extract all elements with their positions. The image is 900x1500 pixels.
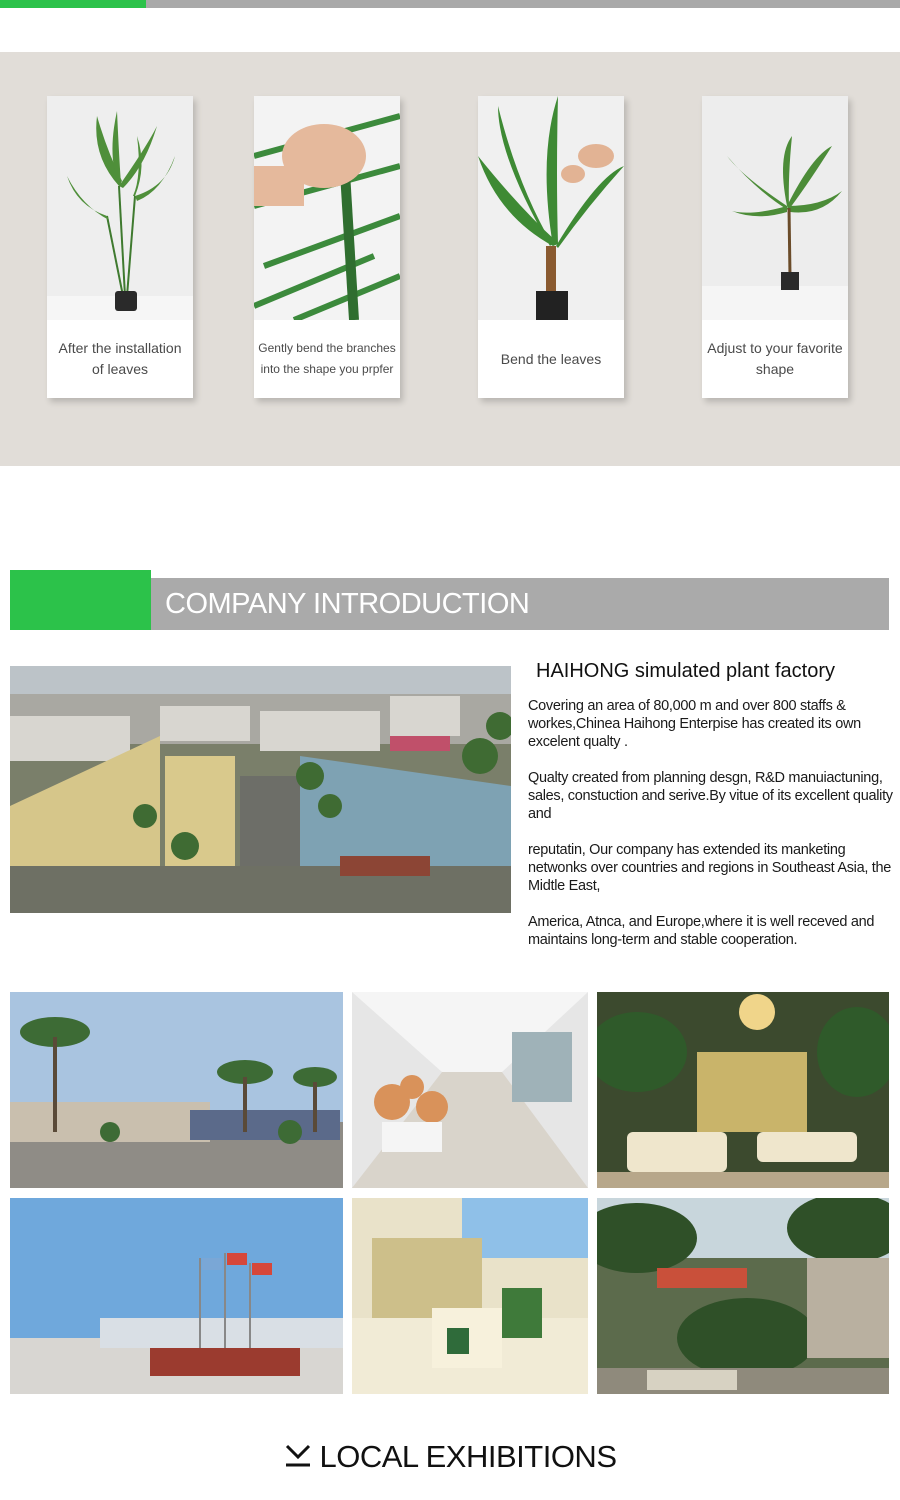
step-caption: After the installation of leaves <box>58 340 182 377</box>
step-card <box>702 96 848 398</box>
palm-plant-photo <box>47 96 193 320</box>
chevron-down-line-icon <box>284 1442 312 1473</box>
company-intro <box>528 660 893 967</box>
local-exhibitions-heading <box>0 1432 900 1482</box>
shaped-palm-photo <box>702 96 848 320</box>
intro-paragraph: reputatin, Our company has extended its manketing netwonks over countries and regions in Southeast Asia, the Midtle East, <box>528 842 892 894</box>
reception-desk-photo <box>352 1198 588 1394</box>
step-caption: Gently bend the branches into the shape you prpfer <box>258 341 396 376</box>
step-caption: Adjust to your favorite shape <box>707 340 843 377</box>
intro-title: HAIHONG simulated plant factory <box>536 660 835 682</box>
hands-bending-leaves-photo <box>478 96 624 320</box>
office-corridor-photo <box>352 992 588 1188</box>
intro-paragraph: America, Atnca, and Europe,where it is well receved and maintains long-term and stable cooperation. <box>528 914 875 948</box>
top-divider-accent <box>0 0 146 8</box>
section-title: COMPANY INTRODUCTION <box>165 588 530 620</box>
factory-yard-palms-photo <box>10 992 343 1188</box>
exhibitions-title: LOCAL EXHIBITIONS <box>319 1439 617 1474</box>
step-card <box>47 96 193 398</box>
garden-entrance-photo <box>597 1198 889 1394</box>
installation-steps-section <box>0 52 900 466</box>
step-caption: Bend the leaves <box>500 350 602 367</box>
showroom-lounge-photo <box>597 992 889 1188</box>
factory-gate-flags-photo <box>10 1198 343 1394</box>
intro-paragraph: Covering an area of 80,000 m and over 800 staffs & workes,Chinea Haihong Enterpise has created its own excelent qualty . <box>528 698 861 750</box>
section-header-bar <box>10 570 889 630</box>
step-card <box>478 96 624 398</box>
factory-aerial-photo <box>10 666 511 913</box>
step-card <box>254 96 400 398</box>
section-header-accent <box>10 570 151 630</box>
intro-paragraph: Qualty created from planning desgn, R&D manuiactuning, sales, constuction and serive.By vitue of its excellent quality and <box>528 770 893 822</box>
hand-bending-branch-photo <box>254 96 400 320</box>
